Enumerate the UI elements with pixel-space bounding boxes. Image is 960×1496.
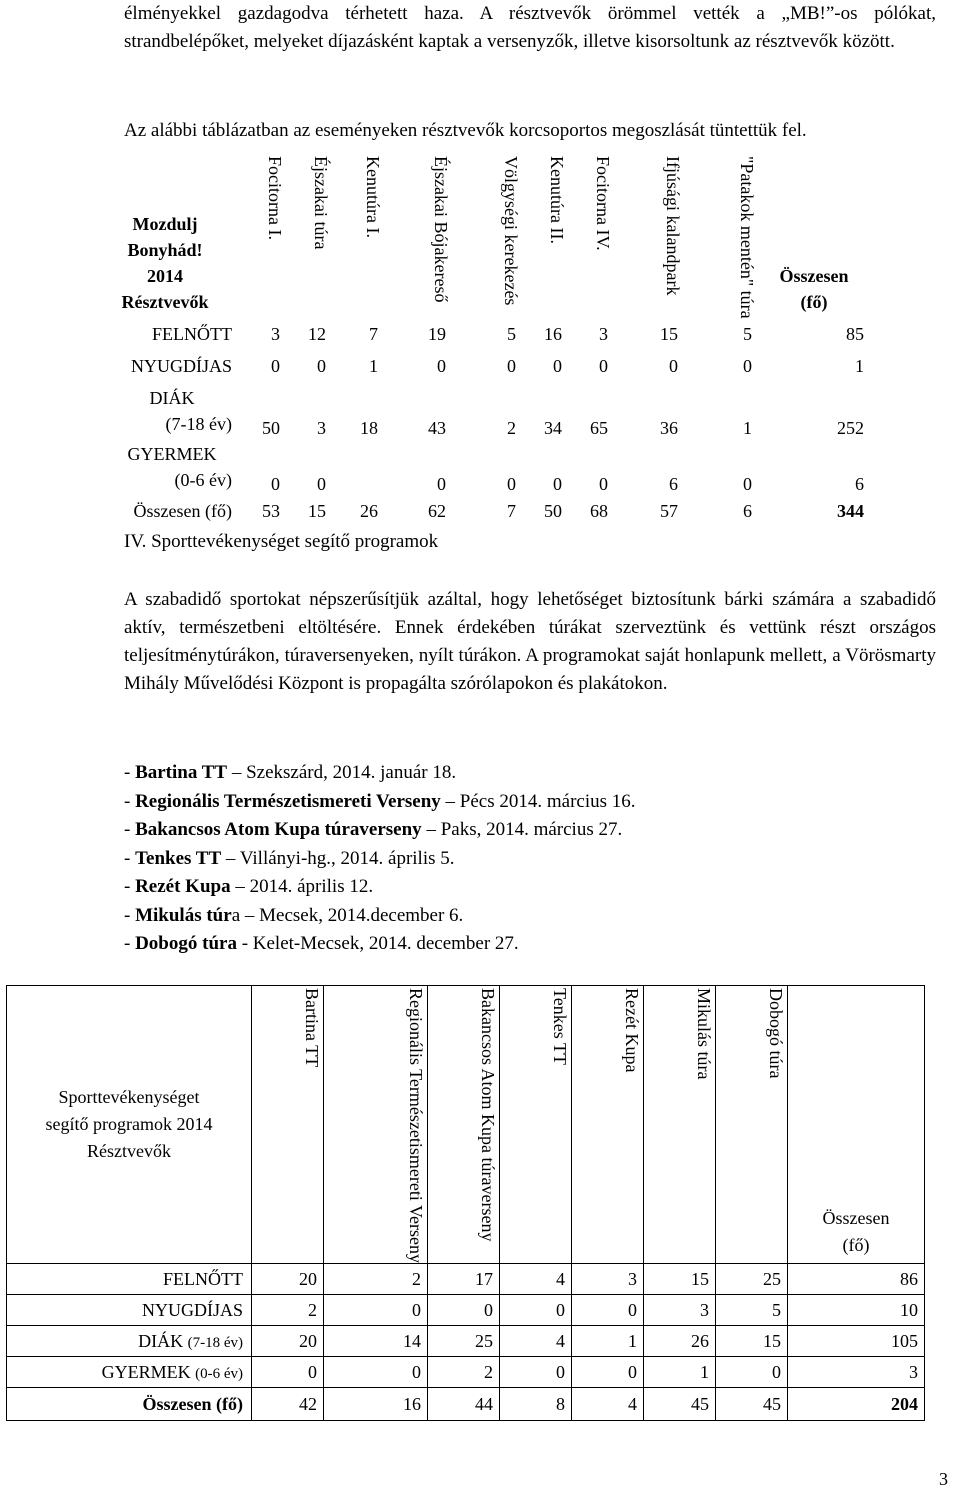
event-name: Rezét Kupa (135, 876, 231, 897)
table-cell: 50 (262, 417, 280, 438)
table-cell: 14 (324, 1326, 428, 1357)
table-cell: 17 (428, 1264, 500, 1295)
event-details: – Szekszárd, 2014. január 18. (227, 762, 457, 783)
table-cell: 8 (500, 1388, 572, 1421)
list-item (124, 759, 636, 788)
row-label-line: GYERMEK (127, 443, 217, 464)
row-label (90, 383, 240, 439)
table-cell: 0 (507, 473, 516, 494)
table-cell: 26 (360, 501, 378, 522)
table-cell: 4 (500, 1326, 572, 1357)
table-cell: 0 (271, 356, 280, 377)
table-cell: 7 (507, 501, 516, 522)
table-cell: 1 (644, 1357, 716, 1388)
column-header: "Patakok mentén" túra (737, 156, 757, 319)
table-cell: 0 (507, 356, 516, 377)
row-total: 252 (837, 417, 864, 438)
table-cell: 1 (743, 417, 752, 438)
grand-total: 344 (837, 501, 864, 522)
row-total: 85 (846, 324, 864, 345)
list-item (124, 845, 636, 874)
event-name: Bakancsos Atom Kupa túraverseny (135, 819, 422, 840)
event-details: – 2014. április 12. (230, 876, 374, 897)
list-dash: - (124, 904, 136, 926)
row-total: 1 (855, 356, 864, 377)
grand-total: 204 (788, 1388, 925, 1421)
table-cell: 43 (428, 417, 446, 438)
table-2-corner-header (7, 986, 252, 1264)
corner-line: Sporttevékenységet (58, 1087, 200, 1107)
column-header: Focitorna I. (265, 156, 285, 240)
event-details: – Villányi-hg., 2014. április 5. (221, 847, 455, 869)
table-cell: 7 (369, 324, 378, 345)
row-label-text: GYERMEK (101, 1361, 196, 1382)
table-cell: 16 (544, 324, 562, 345)
table-cell: 18 (360, 417, 378, 438)
total-header-line: (fő) (800, 291, 828, 312)
column-header: Dobogó túra (716, 986, 788, 1264)
table-row (7, 1326, 925, 1357)
row-label-text: Összesen (fő) (142, 1393, 243, 1414)
table-intro-text: Az alábbi táblázatban az eseményeken résztvevők korcsoportos megoszlását tüntettük fel. (124, 120, 807, 141)
table-cell: 45 (716, 1388, 788, 1421)
table-cell: 0 (271, 473, 280, 494)
table-cell: 0 (743, 356, 752, 377)
participants-table-2 (6, 985, 925, 1421)
column-header: Mikulás túra (644, 986, 716, 1264)
table-cell: 1 (572, 1326, 644, 1357)
list-dash: - (124, 876, 136, 897)
table-total-row (7, 1388, 925, 1421)
corner-line: 2014 (147, 265, 183, 286)
row-total: 6 (855, 473, 864, 494)
total-column-header (758, 156, 870, 319)
list-dash: - (124, 790, 136, 812)
column-header: Tenkes TT (500, 986, 572, 1264)
row-label-line: (0-6 év) (174, 469, 232, 490)
column-header: Bartina TT (252, 986, 324, 1264)
intro-paragraph: élményekkel gazdagodva térhetett haza. A résztvevők örömmel vették a „MB!”-os pólókat, strandbelépőket, melyeket díjazásként kaptak a versenyzők, illetve kisorsoltunk az résztvevők között. (124, 3, 936, 52)
table-row (7, 1295, 925, 1326)
row-label (7, 1295, 252, 1326)
row-label-age: (0-6 év) (195, 1365, 243, 1382)
table-row (90, 351, 870, 383)
row-label (90, 439, 240, 495)
table-total-row (90, 495, 870, 529)
corner-line: Résztvevők (87, 1141, 171, 1161)
row-label (7, 1264, 252, 1295)
column-header: Éjszakai túra (311, 156, 331, 250)
table-cell: 5 (507, 324, 516, 345)
list-item (124, 902, 636, 931)
table-cell: 0 (317, 473, 326, 494)
table-cell: 16 (324, 1388, 428, 1421)
table-2-header-row (7, 986, 925, 1264)
table-cell: 3 (572, 1264, 644, 1295)
table-cell: 44 (428, 1388, 500, 1421)
table-cell: 62 (428, 501, 446, 522)
table-cell: 0 (572, 1357, 644, 1388)
column-header: Regionális Természetismereti Verseny (324, 986, 428, 1264)
table-cell: 12 (308, 324, 326, 345)
row-label-line: (7-18 év) (165, 413, 232, 434)
table-cell: 15 (660, 324, 678, 345)
row-total: 3 (788, 1357, 925, 1388)
table-cell: 15 (644, 1264, 716, 1295)
list-dash: - (124, 847, 136, 869)
page-number: 3 (939, 1469, 948, 1489)
event-details: – Pécs 2014. március 16. (440, 790, 636, 812)
event-name: Dobogó túra (135, 933, 237, 954)
table-cell: 0 (599, 356, 608, 377)
table-row (90, 439, 870, 495)
row-label-line: DIÁK (149, 387, 195, 408)
row-label: NYUGDÍJAS (130, 356, 232, 377)
table-row (7, 1357, 925, 1388)
table-cell: 50 (544, 501, 562, 522)
column-header: Kenutúra I. (363, 156, 383, 238)
table-cell: 68 (590, 501, 608, 522)
table-row (90, 319, 870, 351)
total-column-header (788, 986, 925, 1264)
row-total: 86 (788, 1264, 925, 1295)
section-paragraph: A szabadidő sportokat népszerűsítjük azáltal, hogy lehetőséget biztosítunk bárki számára a szabadidő aktív, természetbeni eltöltésére. Ennek érdekében túrákat szerveztünk és vettünk részt országos teljesítménytúrákon, túraversenyeken, nyílt túrákon. A programokat saját honlapunk mellett, a Vörösmarty Mihály Művelődési Központ is propagálta szórólapokon és plakátokon. (124, 589, 936, 694)
column-header: Rezét Kupa (572, 986, 644, 1264)
table-1-header-row (90, 156, 870, 319)
table-cell: 0 (317, 356, 326, 377)
table-cell: 3 (599, 324, 608, 345)
row-label: FELNŐTT (152, 324, 232, 345)
table-row (90, 383, 870, 439)
table-cell: 0 (572, 1295, 644, 1326)
corner-line: Bonyhád! (127, 239, 203, 260)
section-heading: IV. Sporttevékenységet segítő programok (124, 531, 439, 552)
table-cell: 6 (669, 473, 678, 494)
list-dash: - (124, 762, 136, 783)
row-label-text: NYUGDÍJAS (141, 1299, 243, 1320)
column-header: Bakancsos Atom Kupa túraverseny (428, 986, 500, 1264)
table-cell: 0 (437, 473, 446, 494)
row-label (7, 1388, 252, 1421)
list-item (124, 788, 636, 817)
table-cell: 6 (743, 501, 752, 522)
table-cell: 0 (716, 1357, 788, 1388)
total-header-line: (fő) (842, 1235, 870, 1256)
table-cell: 34 (544, 417, 562, 438)
total-header-line: Összesen (779, 265, 849, 286)
event-details: - Kelet-Mecsek, 2014. december 27. (236, 933, 519, 954)
row-total: 10 (788, 1295, 925, 1326)
event-details: a – Mecsek, 2014.december 6. (231, 904, 464, 926)
table-cell: 3 (271, 324, 280, 345)
table-cell: 4 (572, 1388, 644, 1421)
table-cell: 42 (252, 1388, 324, 1421)
list-item (124, 930, 636, 959)
events-list (124, 759, 636, 959)
table-cell: 3 (317, 417, 326, 438)
table-row (7, 1264, 925, 1295)
table-cell: 0 (500, 1295, 572, 1326)
table-cell: 0 (553, 473, 562, 494)
table-cell: 2 (507, 417, 516, 438)
table-cell: 2 (252, 1295, 324, 1326)
table-cell: 0 (324, 1295, 428, 1326)
table-cell: 25 (716, 1264, 788, 1295)
corner-line: Mozdulj (132, 213, 198, 234)
table-cell: 15 (716, 1326, 788, 1357)
table-cell: 0 (428, 1295, 500, 1326)
table-cell: 0 (437, 356, 446, 377)
table-1-corner-header (90, 156, 240, 319)
event-name: Regionális Természetismereti Verseny (135, 790, 441, 812)
list-item (124, 873, 636, 902)
list-item (124, 816, 636, 845)
table-cell: 19 (428, 324, 446, 345)
table-cell: 45 (644, 1388, 716, 1421)
table-cell: 53 (262, 501, 280, 522)
participants-table-1 (90, 156, 870, 529)
column-header: Ifjúsági kalandpark (663, 156, 683, 296)
table-cell: 0 (743, 473, 752, 494)
row-total: 105 (788, 1326, 925, 1357)
table-cell: 4 (500, 1264, 572, 1295)
table-cell: 57 (660, 501, 678, 522)
row-label-text: FELNŐTT (163, 1268, 243, 1289)
event-name: Bartina TT (135, 762, 228, 783)
corner-line: segítő programok 2014 (45, 1114, 213, 1134)
table-cell: 1 (369, 356, 378, 377)
table-cell: 0 (669, 356, 678, 377)
column-header: Focitorna IV. (593, 156, 613, 251)
table-cell: 0 (324, 1357, 428, 1388)
row-label: Összesen (fő) (133, 501, 232, 522)
table-cell: 26 (644, 1326, 716, 1357)
table-cell: 20 (252, 1264, 324, 1295)
row-label (7, 1326, 252, 1357)
table-cell (332, 439, 384, 495)
row-label (7, 1357, 252, 1388)
table-cell: 0 (553, 356, 562, 377)
table-cell: 0 (599, 473, 608, 494)
table-cell: 0 (500, 1357, 572, 1388)
table-cell: 2 (324, 1264, 428, 1295)
event-name: Tenkes TT (135, 847, 222, 869)
table-cell: 65 (590, 417, 608, 438)
table-cell: 2 (428, 1357, 500, 1388)
table-cell: 20 (252, 1326, 324, 1357)
list-dash: - (124, 819, 136, 840)
table-cell: 15 (308, 501, 326, 522)
total-header-line: Összesen (822, 1208, 890, 1229)
column-header: Kenutúra II. (547, 156, 567, 244)
table-cell: 5 (716, 1295, 788, 1326)
list-dash: - (124, 933, 136, 954)
column-header: Éjszakai Bójakereső (431, 156, 451, 303)
row-label-age: (7-18 év) (187, 1334, 243, 1351)
table-cell: 5 (743, 324, 752, 345)
event-details: – Paks, 2014. március 27. (421, 819, 623, 840)
table-cell: 25 (428, 1326, 500, 1357)
row-label-text: DIÁK (138, 1330, 188, 1351)
table-cell: 36 (660, 417, 678, 438)
table-cell: 3 (644, 1295, 716, 1326)
corner-line: Résztvevők (121, 291, 209, 312)
event-name: Mikulás túr (135, 904, 232, 926)
column-header: Völgységi kerekezés (501, 156, 521, 306)
table-cell: 0 (252, 1357, 324, 1388)
